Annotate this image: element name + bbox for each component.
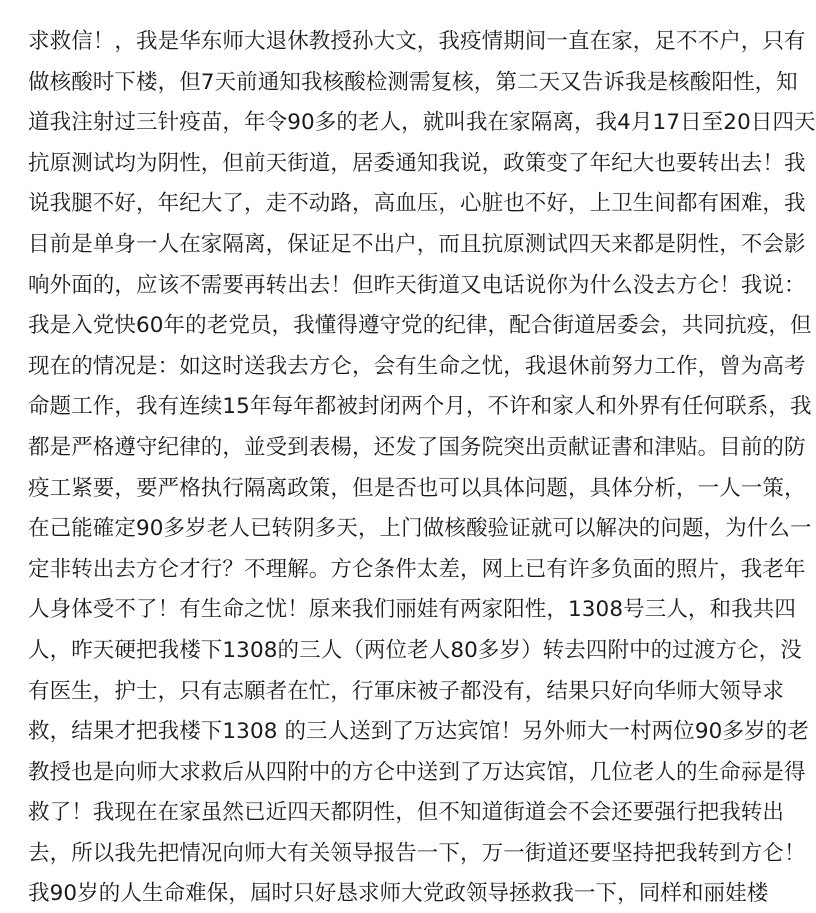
text-line-12: 疫工紧要，要严格执行隔离政策，但是否也可以具体问题，具体分析，一人一策，	[28, 475, 806, 501]
text-line-15: 人身体受不了！有生命之忧！原来我们丽娃有两家阳性，1308号三人，和我共四	[28, 597, 796, 623]
text-line-21: 去，所以我先把情况向师大有关领导报告一下，万一街道还要坚持把我转到方仑！	[28, 840, 806, 866]
text-line-22: 我90岁的人生命难保，屆时只好恳求师大党政领导拯救我一下，同样和丽娃楼	[28, 881, 769, 907]
letter-page	[28, 0, 816, 907]
text-line-9: 现在的情况是：如这时送我去方仑，会有生命之忧，我退休前努力工作，曾为高考	[28, 353, 806, 379]
text-line-11: 都是严格遵守纪律的，並受到表楊，还发了国务院突出贡献证書和津贴。目前的防	[28, 434, 806, 460]
text-line-19: 教授也是向师大求救后从四附中的方仑中送到了万达宾馆，几位老人的生命祘是得	[28, 759, 806, 785]
text-line-13: 在己能確定90多岁老人已转阴多天，上门做核酸验证就可以解决的问题，为什么一	[28, 516, 812, 542]
text-line-17: 有医生，护士，只有志願者在忙，行軍床被子都没有，结果只好向华师大领导求	[28, 678, 785, 704]
text-line-5: 说我腿不好，年纪大了，走不动路，高血压，心脏也不好，上卫生间都有困难，我	[28, 191, 806, 217]
text-line-2: 做核酸时下楼，但7天前通知我核酸检测需复核，第二天又告诉我是核酸阳性，知	[28, 69, 798, 95]
text-line-20: 救了！我现在在家虽然已近四天都阴性，但不知道街道会不会还要强行把我转出	[28, 800, 785, 826]
text-line-6: 目前是单身一人在家隔离，保证足不出户，而且抗原测试四天来都是阴性，不会影	[28, 231, 806, 257]
text-line-18: 救，结果才把我楼下1308 的三人送到了万达宾馆！另外师大一村两位90多岁的老	[28, 719, 809, 745]
text-line-1: 求救信！，我是华东师大退休教授孙大文，我疫情期间一直在家，足不不户，只有	[28, 29, 806, 54]
text-line-14: 定非转出去方仑才行？不理解。方仑条件太差，网上已有许多负面的照片，我老年	[28, 556, 806, 582]
text-line-10: 命题工作，我有连续15年每年都被封闭两个月，不许和家人和外界有任何联系，我	[28, 394, 812, 420]
text-line-7: 响外面的，应该不需要再转出去！但昨天街道又电话说你为什么没去方仑！我说：	[28, 272, 806, 298]
text-line-3: 道我注射过三针疫苗，年令90多的老人，就叫我在家隔离，我4月17日至20日四天	[28, 110, 816, 136]
text-line-16: 人，昨天硬把我楼下1308的三人（两位老人80多岁）转去四附中的过渡方仑，没	[28, 637, 802, 663]
text-line-8: 我是入党快60年的老党员，我懂得遵守党的纪律，配合街道居委会，共同抗疫，但	[28, 313, 812, 339]
text-line-4: 抗原测试均为阴性，但前天街道，居委通知我说，政策变了年纪大也要转出去！我	[28, 150, 806, 176]
